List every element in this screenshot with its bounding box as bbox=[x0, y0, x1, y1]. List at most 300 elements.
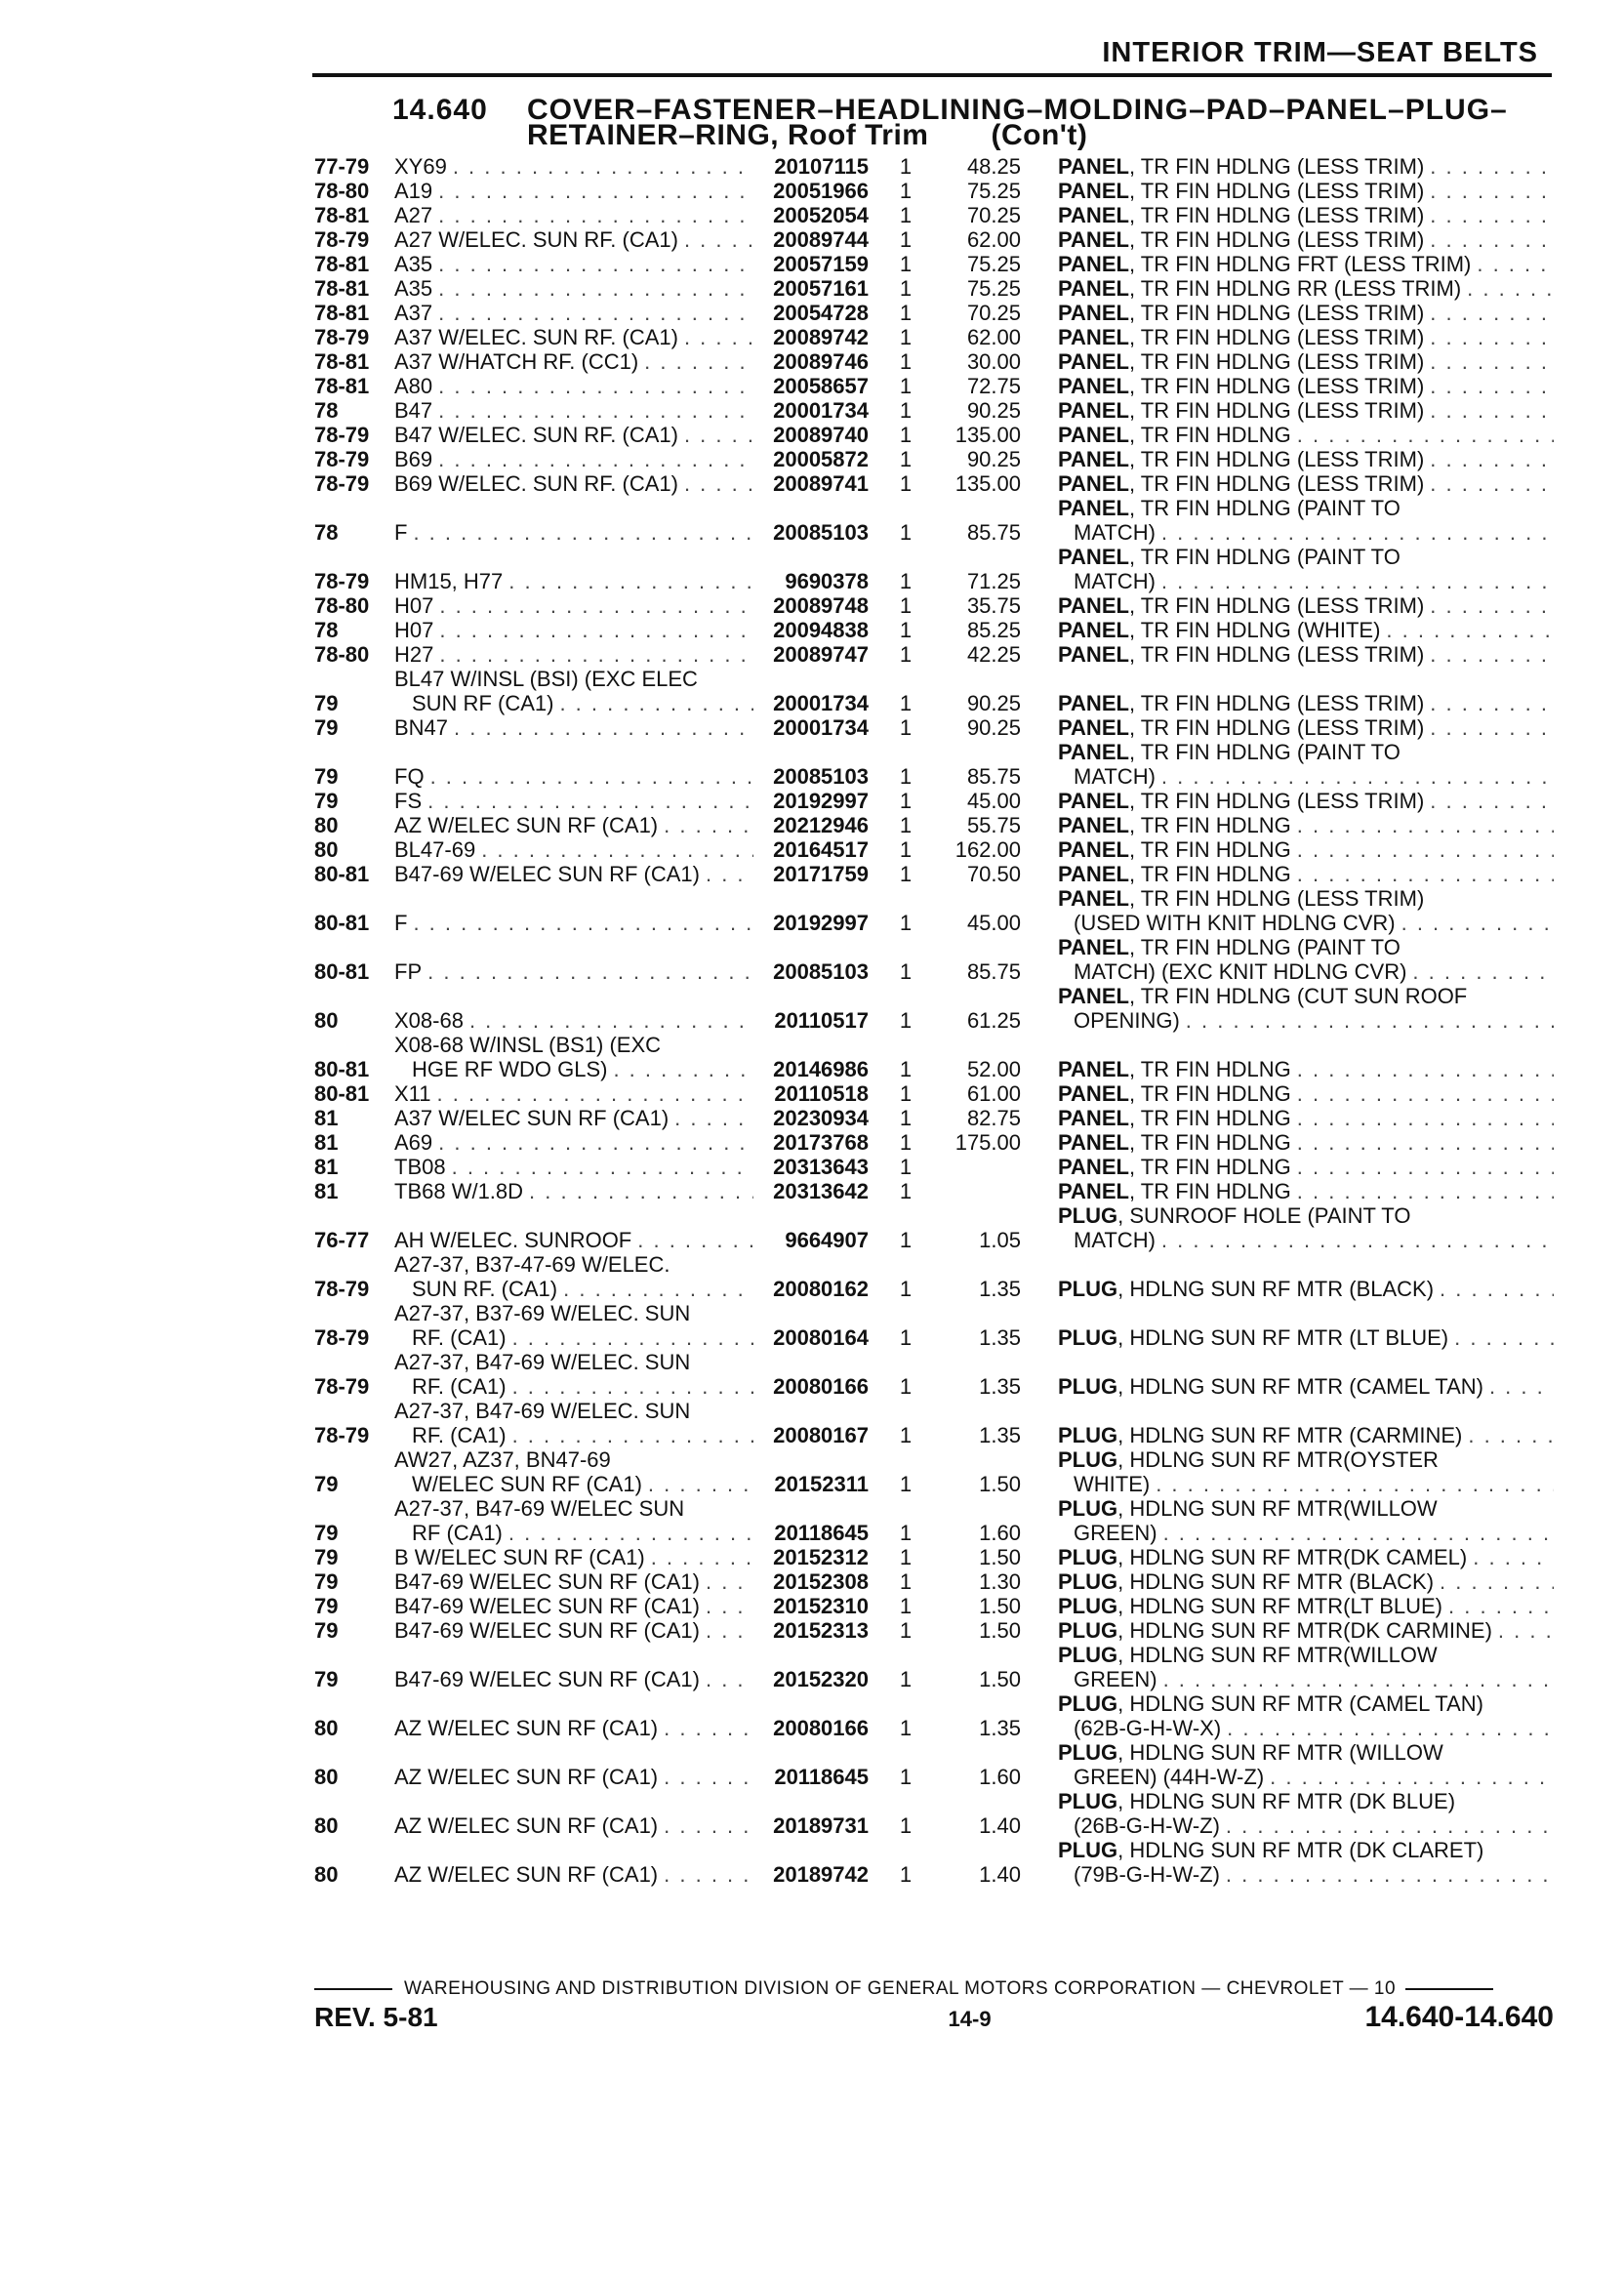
table-row bbox=[314, 1155, 1554, 1179]
price: 85.25 bbox=[966, 618, 1021, 642]
leader-dots bbox=[438, 447, 753, 471]
description-text bbox=[1058, 1447, 1439, 1472]
description-detail: , TR FIN HDLNG (PAINT TO bbox=[1128, 545, 1401, 569]
leader-dots bbox=[1454, 1325, 1554, 1350]
description-cell bbox=[1058, 618, 1554, 642]
year-range: 78-79 bbox=[314, 1374, 370, 1399]
description-cell bbox=[1058, 301, 1554, 325]
quantity: 1 bbox=[899, 569, 913, 593]
price: 1.60 bbox=[979, 1765, 1021, 1789]
leader-dots bbox=[1430, 301, 1554, 325]
year-range: 80 bbox=[314, 1008, 339, 1033]
leader-dots bbox=[1430, 471, 1554, 496]
model-cell bbox=[394, 1447, 753, 1496]
leader-dots bbox=[1161, 569, 1554, 593]
model-cell bbox=[394, 1350, 753, 1399]
description-text bbox=[1058, 1130, 1291, 1155]
price: 90.25 bbox=[966, 447, 1021, 471]
description-text bbox=[1058, 349, 1424, 374]
year-range: 78-79 bbox=[314, 447, 370, 471]
quantity: 1 bbox=[899, 179, 913, 203]
year-range: 80-81 bbox=[314, 1057, 370, 1081]
leader-dots bbox=[664, 1862, 753, 1887]
part-name: PLUG bbox=[1058, 1643, 1118, 1667]
model-text: AW27, AZ37, BN47-69 bbox=[394, 1447, 611, 1472]
description-text bbox=[1058, 1203, 1410, 1228]
part-name: PANEL bbox=[1058, 301, 1129, 325]
quantity: 1 bbox=[899, 691, 913, 715]
model-cell bbox=[394, 471, 753, 496]
description-text bbox=[1058, 374, 1424, 398]
part-number: 20089740 bbox=[773, 423, 869, 447]
description-cell bbox=[1058, 1203, 1554, 1252]
year-range: 79 bbox=[314, 764, 339, 789]
description-detail: , HDLNG SUN RF MTR (DK BLUE) bbox=[1117, 1789, 1456, 1813]
model-text: AZ W/ELEC SUN RF (CA1) bbox=[394, 1813, 659, 1838]
part-name: PANEL bbox=[1058, 691, 1129, 715]
quantity: 1 bbox=[899, 1618, 913, 1643]
description-cell bbox=[1058, 1496, 1554, 1545]
price: 1.50 bbox=[979, 1545, 1021, 1569]
quantity: 1 bbox=[899, 471, 913, 496]
year-range: 80 bbox=[314, 1765, 339, 1789]
part-name: PANEL bbox=[1058, 423, 1129, 447]
description-cell bbox=[1058, 691, 1554, 715]
description-text: OPENING) bbox=[1074, 1008, 1180, 1033]
price: 52.00 bbox=[966, 1057, 1021, 1081]
table-row bbox=[314, 740, 1554, 789]
description-text: GREEN) (44H-W-Z) bbox=[1074, 1765, 1265, 1789]
model-text: A27-37, B47-69 W/ELEC. SUN bbox=[394, 1399, 691, 1423]
description-text bbox=[1058, 1691, 1483, 1716]
description-cell bbox=[1058, 1179, 1554, 1203]
description-cell bbox=[1058, 154, 1554, 179]
description-detail: , TR FIN HDLNG (LESS TRIM) bbox=[1128, 154, 1425, 179]
description-cell bbox=[1058, 471, 1554, 496]
description-cell bbox=[1058, 1277, 1554, 1301]
model-cell bbox=[394, 252, 753, 276]
description-cell bbox=[1058, 740, 1554, 789]
price: 1.35 bbox=[979, 1423, 1021, 1447]
description-detail: , HDLNG SUN RF MTR (BLACK) bbox=[1117, 1569, 1435, 1594]
part-name: PANEL bbox=[1058, 642, 1129, 667]
model-cell bbox=[394, 1813, 753, 1838]
description-detail: , TR FIN HDLNG bbox=[1128, 837, 1291, 862]
model-cell bbox=[394, 837, 753, 862]
description-cell bbox=[1058, 1130, 1554, 1155]
description-detail: , TR FIN HDLNG bbox=[1128, 423, 1291, 447]
description-detail: , TR FIN HDLNG bbox=[1128, 813, 1291, 837]
price: 61.25 bbox=[966, 1008, 1021, 1033]
price: 1.50 bbox=[979, 1618, 1021, 1643]
leader-dots bbox=[1297, 423, 1554, 447]
continued-label: (Con't) bbox=[991, 119, 1088, 151]
description-cell bbox=[1058, 862, 1554, 886]
description-text bbox=[1058, 227, 1424, 252]
description-cell bbox=[1058, 1374, 1554, 1399]
model-text: AZ W/ELEC SUN RF (CA1) bbox=[394, 1765, 659, 1789]
model-text: AZ W/ELEC SUN RF (CA1) bbox=[394, 1716, 659, 1740]
part-number: 20152308 bbox=[773, 1569, 869, 1594]
part-name: PANEL bbox=[1058, 154, 1129, 179]
model-text: A37 W/ELEC. SUN RF. (CA1) bbox=[394, 325, 678, 349]
table-row bbox=[314, 1496, 1554, 1545]
description-text bbox=[1058, 813, 1291, 837]
description-text: MATCH) bbox=[1074, 764, 1156, 789]
leader-dots bbox=[1412, 959, 1554, 984]
page-number: 14-9 bbox=[948, 2007, 992, 2031]
leader-dots bbox=[1386, 618, 1554, 642]
year-range: 80-81 bbox=[314, 911, 370, 935]
year-range: 79 bbox=[314, 1472, 339, 1496]
description-detail: , TR FIN HDLNG bbox=[1128, 1106, 1291, 1130]
leader-dots bbox=[1161, 1228, 1554, 1252]
price: 162.00 bbox=[954, 837, 1021, 862]
year-range: 78-79 bbox=[314, 1423, 370, 1447]
description-cell bbox=[1058, 642, 1554, 667]
leader-dots bbox=[1297, 1130, 1554, 1155]
part-name: PANEL bbox=[1058, 1130, 1129, 1155]
quantity: 1 bbox=[899, 203, 913, 227]
description-detail: , HDLNG SUN RF MTR (BLACK) bbox=[1117, 1277, 1435, 1301]
header-rule bbox=[312, 73, 1552, 77]
part-name: PANEL bbox=[1058, 1155, 1129, 1179]
table-row bbox=[314, 471, 1554, 496]
leader-dots bbox=[613, 1057, 753, 1081]
model-cell bbox=[394, 1301, 753, 1350]
quantity: 1 bbox=[899, 154, 913, 179]
model-cell bbox=[394, 1765, 753, 1789]
description-cell bbox=[1058, 789, 1554, 813]
quantity: 1 bbox=[899, 813, 913, 837]
leader-dots bbox=[454, 715, 753, 740]
table-row bbox=[314, 496, 1554, 545]
leader-dots bbox=[438, 374, 753, 398]
description-cell bbox=[1058, 1691, 1554, 1740]
model-cell bbox=[394, 1569, 753, 1594]
part-name: PANEL bbox=[1058, 618, 1129, 642]
quantity: 1 bbox=[899, 1106, 913, 1130]
part-number: 20001734 bbox=[773, 691, 869, 715]
description-detail: , HDLNG SUN RF MTR(WILLOW bbox=[1117, 1643, 1438, 1667]
description-text bbox=[1058, 715, 1424, 740]
description-cell bbox=[1058, 374, 1554, 398]
model-text: A37 W/HATCH RF. (CC1) bbox=[394, 349, 639, 374]
table-row bbox=[314, 325, 1554, 349]
price: 82.75 bbox=[966, 1106, 1021, 1130]
model-cell bbox=[394, 1008, 753, 1033]
part-number: 20189731 bbox=[773, 1813, 869, 1838]
description-detail: , TR FIN HDLNG bbox=[1128, 1130, 1291, 1155]
model-cell bbox=[394, 862, 753, 886]
leader-dots bbox=[1430, 398, 1554, 423]
price: 42.25 bbox=[966, 642, 1021, 667]
leader-dots bbox=[1477, 252, 1554, 276]
part-number: 20085103 bbox=[773, 959, 869, 984]
quantity: 1 bbox=[899, 1716, 913, 1740]
year-range: 80-81 bbox=[314, 1081, 370, 1106]
model-cell bbox=[394, 1155, 753, 1179]
part-name: PLUG bbox=[1058, 1740, 1118, 1765]
year-range: 79 bbox=[314, 715, 339, 740]
table-row bbox=[314, 1740, 1554, 1789]
section-number: 14.640 bbox=[392, 94, 488, 126]
part-number: 20107115 bbox=[774, 154, 869, 179]
price: 90.25 bbox=[966, 691, 1021, 715]
quantity: 1 bbox=[899, 862, 913, 886]
description-text bbox=[1058, 252, 1471, 276]
leader-dots bbox=[430, 764, 753, 789]
year-range: 79 bbox=[314, 789, 339, 813]
model-cell bbox=[394, 1033, 753, 1081]
part-number: 20164517 bbox=[773, 837, 869, 862]
leader-dots bbox=[1430, 203, 1554, 227]
leader-dots bbox=[1440, 1569, 1554, 1594]
leader-dots bbox=[439, 642, 753, 667]
quantity: 1 bbox=[899, 423, 913, 447]
description-text bbox=[1058, 691, 1424, 715]
leader-dots bbox=[648, 1472, 753, 1496]
section-range: 14.640-14.640 bbox=[1364, 2001, 1554, 2033]
leader-dots bbox=[438, 276, 753, 301]
description-cell bbox=[1058, 545, 1554, 593]
description-detail: , TR FIN HDLNG bbox=[1128, 1155, 1291, 1179]
revision-label: REV. 5-81 bbox=[314, 2002, 438, 2032]
leader-dots bbox=[664, 1716, 753, 1740]
model-cell bbox=[394, 789, 753, 813]
price: 1.30 bbox=[979, 1569, 1021, 1594]
description-detail: , TR FIN HDLNG (LESS TRIM) bbox=[1128, 227, 1425, 252]
table-row bbox=[314, 1106, 1554, 1130]
quantity: 1 bbox=[899, 301, 913, 325]
part-name: PANEL bbox=[1058, 715, 1129, 740]
leader-dots bbox=[427, 959, 753, 984]
quantity: 1 bbox=[899, 398, 913, 423]
part-number: 20089742 bbox=[773, 325, 869, 349]
quantity: 1 bbox=[899, 1472, 913, 1496]
model-cell bbox=[394, 911, 753, 935]
description-text bbox=[1058, 1423, 1462, 1447]
model-text: RF. (CA1) bbox=[412, 1374, 507, 1399]
year-range: 81 bbox=[314, 1179, 339, 1203]
model-cell bbox=[394, 349, 753, 374]
price: 61.00 bbox=[966, 1081, 1021, 1106]
price: 1.05 bbox=[979, 1228, 1021, 1252]
leader-dots bbox=[1430, 789, 1554, 813]
table-row bbox=[314, 593, 1554, 618]
part-number: 20171759 bbox=[773, 862, 869, 886]
model-cell bbox=[394, 1716, 753, 1740]
leader-dots bbox=[664, 813, 753, 837]
description-detail: , HDLNG SUN RF MTR (LT BLUE) bbox=[1117, 1325, 1449, 1350]
quantity: 1 bbox=[899, 1423, 913, 1447]
price: 1.40 bbox=[979, 1813, 1021, 1838]
model-text: H27 bbox=[394, 642, 434, 667]
model-cell bbox=[394, 398, 753, 423]
table-row bbox=[314, 1569, 1554, 1594]
description-cell bbox=[1058, 252, 1554, 276]
description-detail: , HDLNG SUN RF MTR(DK CAMEL) bbox=[1117, 1545, 1468, 1569]
model-cell bbox=[394, 325, 753, 349]
part-name: PANEL bbox=[1058, 789, 1129, 813]
part-name: PANEL bbox=[1058, 935, 1129, 959]
part-number: 20118645 bbox=[774, 1521, 869, 1545]
leader-dots bbox=[1430, 154, 1554, 179]
price: 45.00 bbox=[966, 911, 1021, 935]
leader-dots bbox=[684, 471, 753, 496]
model-cell bbox=[394, 154, 753, 179]
part-name: PLUG bbox=[1058, 1203, 1118, 1228]
part-name: PANEL bbox=[1058, 984, 1129, 1008]
model-cell bbox=[394, 423, 753, 447]
description-text bbox=[1058, 447, 1424, 471]
description-cell bbox=[1058, 837, 1554, 862]
part-number: 20189742 bbox=[773, 1862, 869, 1887]
model-cell bbox=[394, 593, 753, 618]
model-text: RF. (CA1) bbox=[412, 1423, 507, 1447]
leader-dots bbox=[559, 691, 753, 715]
part-number: 20080166 bbox=[773, 1374, 869, 1399]
leader-dots bbox=[1498, 1618, 1554, 1643]
part-number: 20052054 bbox=[773, 203, 869, 227]
leader-dots bbox=[1297, 1155, 1554, 1179]
part-number: 20173768 bbox=[773, 1130, 869, 1155]
price: 1.50 bbox=[979, 1594, 1021, 1618]
leader-dots bbox=[1473, 1545, 1554, 1569]
quantity: 1 bbox=[899, 764, 913, 789]
section-title-line1: COVER–FASTENER–HEADLINING–MOLDING–PAD–PANEL–PLUG– bbox=[527, 94, 1508, 126]
part-number: 20152310 bbox=[773, 1594, 869, 1618]
part-number: 20057161 bbox=[773, 276, 869, 301]
description-text bbox=[1058, 325, 1424, 349]
part-number: 9690378 bbox=[785, 569, 869, 593]
table-row bbox=[314, 642, 1554, 667]
leader-dots bbox=[1297, 837, 1554, 862]
description-text: GREEN) bbox=[1074, 1667, 1157, 1691]
parts-table bbox=[314, 154, 1554, 1887]
part-number: 20089747 bbox=[773, 642, 869, 667]
model-text: A27-37, B47-69 W/ELEC. SUN bbox=[394, 1350, 691, 1374]
description-text bbox=[1058, 276, 1461, 301]
price: 85.75 bbox=[966, 520, 1021, 545]
table-row bbox=[314, 1130, 1554, 1155]
table-row bbox=[314, 984, 1554, 1033]
leader-dots bbox=[706, 862, 753, 886]
model-cell bbox=[394, 1130, 753, 1155]
leader-dots bbox=[438, 179, 753, 203]
price: 75.25 bbox=[966, 276, 1021, 301]
part-name: PANEL bbox=[1058, 862, 1129, 886]
model-cell bbox=[394, 520, 753, 545]
quantity: 1 bbox=[899, 1057, 913, 1081]
leader-dots bbox=[1468, 1423, 1554, 1447]
part-number: 20054728 bbox=[773, 301, 869, 325]
model-text: A19 bbox=[394, 179, 433, 203]
description-cell bbox=[1058, 227, 1554, 252]
part-number: 20146986 bbox=[773, 1057, 869, 1081]
leader-dots bbox=[1430, 227, 1554, 252]
description-cell bbox=[1058, 1594, 1554, 1618]
price: 55.75 bbox=[966, 813, 1021, 837]
model-text: B47 W/ELEC. SUN RF. (CA1) bbox=[394, 423, 678, 447]
model-cell bbox=[394, 959, 753, 984]
part-name: PLUG bbox=[1058, 1325, 1118, 1350]
table-row bbox=[314, 545, 1554, 593]
model-cell bbox=[394, 1667, 753, 1691]
description-cell bbox=[1058, 886, 1554, 935]
model-text: A69 bbox=[394, 1130, 433, 1155]
year-range: 79 bbox=[314, 691, 339, 715]
price: 135.00 bbox=[954, 423, 1021, 447]
description-text: (79B-G-H-W-Z) bbox=[1074, 1862, 1220, 1887]
description-detail: , TR FIN HDLNG (LESS TRIM) bbox=[1128, 447, 1425, 471]
model-text: HGE RF WDO GLS) bbox=[412, 1057, 608, 1081]
model-text: W/ELEC SUN RF (CA1) bbox=[412, 1472, 642, 1496]
table-row bbox=[314, 1203, 1554, 1252]
year-range: 76-77 bbox=[314, 1228, 370, 1252]
leader-dots bbox=[706, 1569, 753, 1594]
quantity: 1 bbox=[899, 1008, 913, 1033]
table-row bbox=[314, 1033, 1554, 1081]
leader-dots bbox=[1430, 325, 1554, 349]
year-range: 79 bbox=[314, 1545, 339, 1569]
model-text: FS bbox=[394, 789, 423, 813]
model-cell bbox=[394, 374, 753, 398]
part-name: PANEL bbox=[1058, 1057, 1129, 1081]
year-range: 77-79 bbox=[314, 154, 370, 179]
table-row bbox=[314, 1447, 1554, 1496]
year-range: 78-79 bbox=[314, 471, 370, 496]
part-number: 20152311 bbox=[774, 1472, 869, 1496]
model-text: SUN RF. (CA1) bbox=[412, 1277, 558, 1301]
price: 1.35 bbox=[979, 1277, 1021, 1301]
description-text: (62B-G-H-W-X) bbox=[1074, 1716, 1222, 1740]
part-number: 20005872 bbox=[773, 447, 869, 471]
model-cell bbox=[394, 1545, 753, 1569]
leader-dots bbox=[1297, 1057, 1554, 1081]
part-name: PANEL bbox=[1058, 349, 1129, 374]
year-range: 78-81 bbox=[314, 252, 370, 276]
table-row bbox=[314, 1594, 1554, 1618]
part-number: 20085103 bbox=[773, 520, 869, 545]
part-number: 20313642 bbox=[773, 1179, 869, 1203]
model-text: F bbox=[394, 520, 408, 545]
year-range: 79 bbox=[314, 1667, 339, 1691]
table-row bbox=[314, 423, 1554, 447]
table-row bbox=[314, 1350, 1554, 1399]
year-range: 79 bbox=[314, 1521, 339, 1545]
description-detail: , HDLNG SUN RF MTR (DK CLARET) bbox=[1117, 1838, 1484, 1862]
part-number: 20089744 bbox=[773, 227, 869, 252]
year-range: 80 bbox=[314, 1716, 339, 1740]
leader-dots bbox=[1297, 1179, 1554, 1203]
model-text: B47-69 W/ELEC SUN RF (CA1) bbox=[394, 1667, 700, 1691]
section-heading-line2 bbox=[527, 119, 1087, 152]
table-row bbox=[314, 715, 1554, 740]
price: 1.50 bbox=[979, 1667, 1021, 1691]
description-detail: , TR FIN HDLNG (LESS TRIM) bbox=[1128, 691, 1425, 715]
year-range: 78-81 bbox=[314, 203, 370, 227]
part-name: PANEL bbox=[1058, 886, 1129, 911]
part-number: 20152312 bbox=[773, 1545, 869, 1569]
description-text bbox=[1058, 886, 1424, 911]
quantity: 1 bbox=[899, 618, 913, 642]
price: 75.25 bbox=[966, 252, 1021, 276]
model-text: B47 bbox=[394, 398, 433, 423]
model-cell bbox=[394, 179, 753, 203]
model-text: X08-68 bbox=[394, 1008, 464, 1033]
model-text: B W/ELEC SUN RF (CA1) bbox=[394, 1545, 645, 1569]
